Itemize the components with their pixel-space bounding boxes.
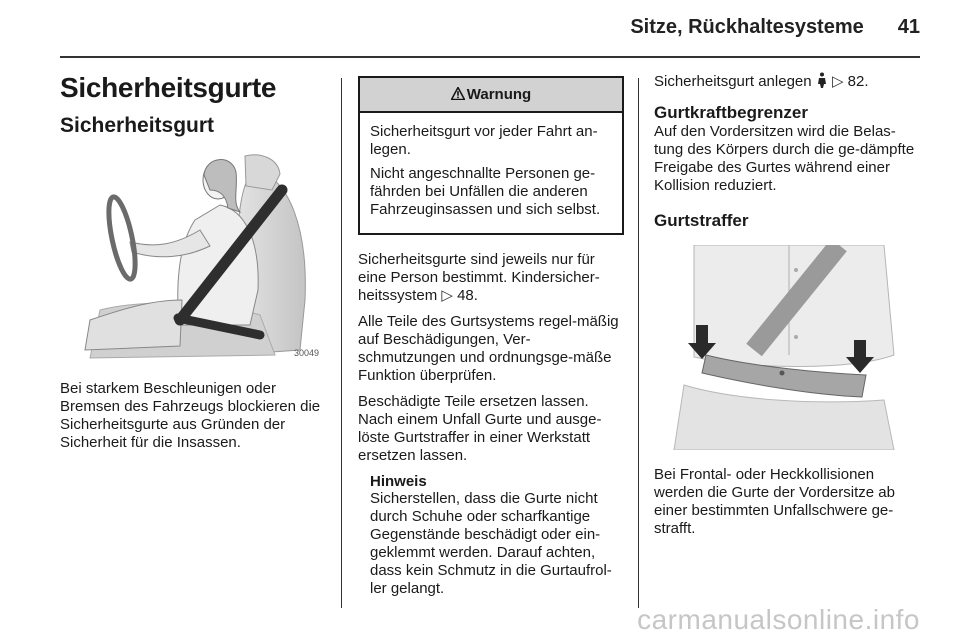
note-title: Hinweis bbox=[370, 473, 427, 490]
cross-reference-page[interactable]: 48. bbox=[457, 287, 478, 304]
seat-occupant-icon bbox=[816, 72, 828, 88]
note-text: Sicherstellen, dass die Gurte nicht durch Schuhe oder scharfkantige Gegenstände beschädigt oder ein-geklemmt werden. Darauf achten, dass kein Schmutz in die Gurtaufrol-ler gelangt. bbox=[370, 490, 612, 597]
warning-header bbox=[360, 78, 622, 113]
header-rule bbox=[60, 56, 920, 58]
warning-text-2: Nicht angeschnallte Personen ge-fährden bei Unfällen die anderen Fahrzeuginsassen und sich selbst. bbox=[370, 165, 601, 218]
limiter-title: Gurtkraftbegrenzer bbox=[654, 103, 808, 122]
belt-pretensioner-illustration bbox=[654, 245, 918, 450]
warning-body bbox=[360, 113, 622, 233]
note-block bbox=[358, 473, 624, 598]
warning-box bbox=[358, 76, 624, 235]
page-number: 41 bbox=[897, 16, 920, 38]
pretensioner-title: Gurtstraffer bbox=[654, 211, 749, 230]
warning-triangle-icon bbox=[451, 87, 465, 100]
column-2 bbox=[358, 72, 624, 606]
intro-line: Sicherheitsgurt anlegen ▷ 82. bbox=[654, 73, 869, 90]
column-divider-left bbox=[341, 78, 342, 608]
warning-title: Warnung bbox=[466, 86, 532, 103]
warning-text-1: Sicherheitsgurt vor jeder Fahrt an-legen. bbox=[370, 123, 598, 158]
paragraph: Bei starkem Beschleunigen oder Bremsen des Fahrzeugs blockieren die Sicherheitsgurte aus Gründen der Sicherheit für die Insassen. bbox=[60, 380, 321, 451]
paragraph-replacement: Beschädigte Teile ersetzen lassen. Nach einem Unfall Gurte und ausge-löste Gurtstraffer in einer Werkstatt ersetzen lassen. bbox=[358, 393, 602, 464]
column-3 bbox=[654, 72, 922, 546]
watermark: carmanualsonline.info bbox=[637, 604, 920, 635]
section-title: Sicherheitsgurte bbox=[60, 72, 277, 103]
paragraph-inspection: Alle Teile des Gurtsystems regel-mäßig auf Beschädigungen, Ver-schmutzungen und ordnungsge-mäße Funktion überprüfen. bbox=[358, 313, 619, 384]
figure-label: 30049 bbox=[293, 348, 319, 358]
limiter-text: Auf den Vordersitzen wird die Belas-tung des Körpers durch die ge-dämpfte Freigabe des Gurtes während einer Kollision reduziert. bbox=[654, 123, 915, 194]
cross-reference-arrow-icon: ▷ bbox=[441, 287, 453, 304]
header-title: Sitze, Rückhaltesysteme bbox=[630, 16, 864, 38]
cross-reference-arrow-icon: ▷ bbox=[831, 73, 844, 90]
subsection-title: Sicherheitsgurt bbox=[60, 114, 215, 137]
pretensioner-text: Bei Frontal- oder Heckkollisionen werden die Gurte der Vordersitze ab einer bestimmten Unfallschwere ge-strafft. bbox=[654, 466, 895, 537]
page-header bbox=[630, 16, 920, 39]
column-1 bbox=[60, 72, 325, 460]
cross-reference-page[interactable]: 82. bbox=[847, 73, 869, 90]
paragraph-usage: Sicherheitsgurte sind jeweils nur für eine Person bestimmt. Kindersicher-heitssystem ▷ 48. bbox=[358, 251, 600, 304]
seatbelt-driver-illustration bbox=[60, 150, 325, 362]
column-divider-right bbox=[638, 78, 639, 608]
